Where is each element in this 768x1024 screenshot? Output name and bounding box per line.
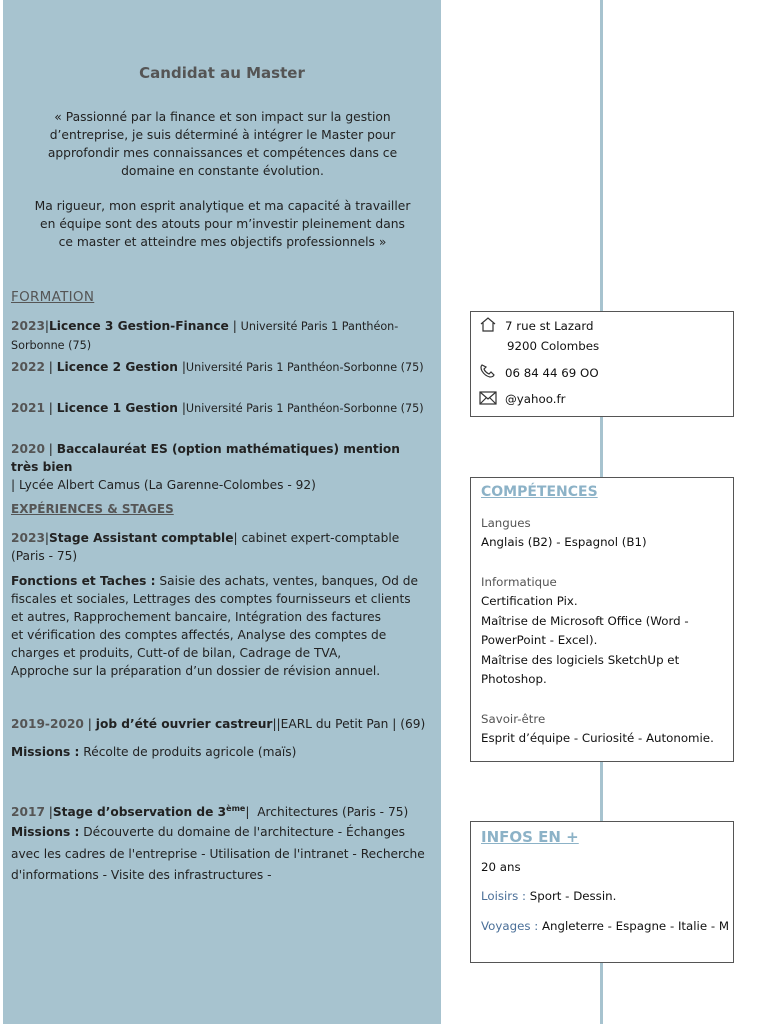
email-address[interactable]: @yahoo.fr	[505, 392, 566, 406]
phone-icon	[479, 363, 497, 379]
experience-1-tasks: Fonctions et Taches : Saisie des achats, ventes, banques, Od de fiscales et sociales, Lettrages des comptes fournisseurs et clients et autres, Rapprochement bancaire, Intégration des factures et vérification des comptes affectés, Analyse des comptes de charges et produits, Cutt-of de bilan, Cadrage de TVA, Approche sur la préparation d’un dossier de révision annuel.	[11, 574, 419, 678]
formation-heading: FORMATION	[11, 289, 95, 305]
experiences-heading: EXPÉRIENCES & STAGES	[11, 502, 174, 516]
savoir-etre-label: Savoir-être	[481, 712, 546, 726]
formation-item: 2022 | Licence 2 Gestion |Université Paris 1 Panthéon-Sorbonne (75)	[11, 360, 424, 374]
experience-2-missions: Missions : Récolte de produits agricole (maïs)	[11, 745, 297, 759]
envelope-icon	[479, 390, 497, 406]
formation-item: 2021 | Licence 1 Gestion |Université Paris 1 Panthéon-Sorbonne (75)	[11, 401, 424, 415]
langues-label: Langues	[481, 516, 531, 530]
age: 20 ans	[481, 860, 521, 874]
experience-1-header: 2023|Stage Assistant comptable| cabinet expert-comptable (Paris - 75)	[11, 531, 400, 563]
experience-3-missions: Missions : Découverte du domaine de l'architecture - Échanges avec les cadres de l'entreprise - Utilisation de l'intranet - Recherche d'informations - Visite des infrastructures -	[11, 825, 425, 882]
informatique-list: Certification Pix. Maîtrise de Microsoft Office (Word - PowerPoint - Excel). Maîtrise des logiciels SketchUp et Photoshop.	[481, 594, 689, 686]
competences-box	[470, 477, 734, 762]
contact-box	[470, 311, 734, 417]
voyages: Voyages : Angleterre - Espagne - Italie - M	[481, 919, 730, 933]
infos-box	[470, 821, 734, 963]
formation-item: 2023|Licence 3 Gestion-Finance | Université Paris 1 Panthéon- Sorbonne (75)	[11, 319, 399, 352]
competences-heading: COMPÉTENCES	[481, 484, 598, 500]
address-line-2: 9200 Colombes	[507, 339, 600, 353]
savoir-etre-value: Esprit d’équipe - Curiosité - Autonomie.	[481, 731, 714, 745]
loisirs: Loisirs : Sport - Dessin.	[481, 889, 617, 903]
address-line-1: 7 rue st Lazard	[505, 319, 594, 333]
langues-value: Anglais (B2) - Espagnol (B1)	[481, 535, 647, 549]
experience-2-header: 2019-2020 | job d’été ouvrier castreur||EARL du Petit Pan | (69)	[11, 717, 426, 731]
formation-item: 2020 | Baccalauréat ES (option mathématiques) mention très bien | Lycée Albert Camus (La Garenne-Colombes - 92)	[11, 442, 400, 492]
page-title: Candidat au Master	[139, 64, 305, 82]
intro-paragraph-1: « Passionné par la finance et son impact sur la gestion d’entreprise, je suis déterminé à intégrer le Master pour approfondir mes connaissances et compétences dans ce domaine en constante évolution.	[47, 110, 398, 178]
phone-number[interactable]: 06 84 44 69 OO	[505, 366, 599, 380]
intro-paragraph-2: Ma rigueur, mon esprit analytique et ma capacité à travailler en équipe sont des atouts pour m’investir pleinement dans ce master et atteindre mes objectifs professionnels »	[34, 199, 411, 249]
informatique-label: Informatique	[481, 575, 557, 589]
infos-heading: INFOS EN +	[481, 828, 579, 846]
home-icon	[479, 316, 497, 332]
experience-3-header: 2017 |Stage d’observation de 3ème| Architectures (Paris - 75)	[11, 804, 409, 820]
